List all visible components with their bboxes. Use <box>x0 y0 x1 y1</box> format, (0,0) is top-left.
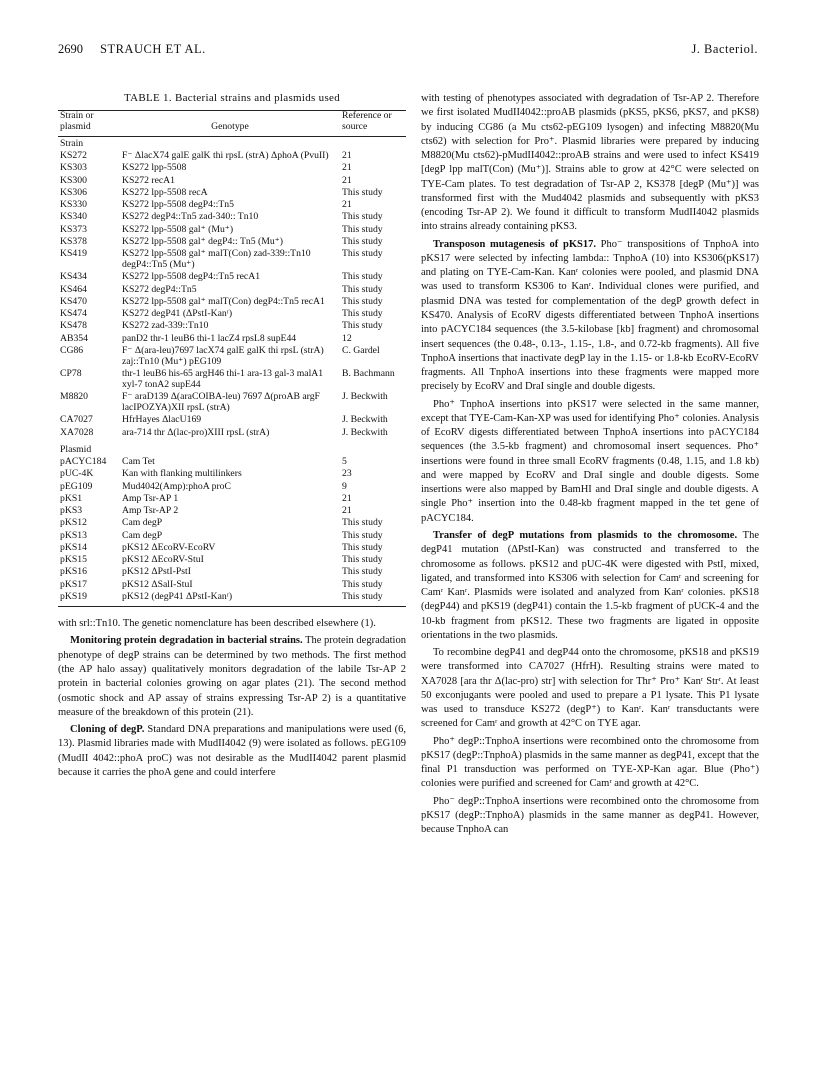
strain-name-cell: pKS19 <box>60 590 87 602</box>
strain-name-cell: pKS17 <box>60 578 87 590</box>
genotype-cell: KS272 lpp-5508 gal⁺ malT(Con) zad-339::Tn10 degP4::Tn5 (Mu⁺) <box>122 248 311 271</box>
genotype-cell: HfrHayes ΔlacU169 <box>122 414 202 426</box>
page-number: 2690 <box>58 42 83 56</box>
reference-cell: This study <box>342 295 383 307</box>
table-row <box>58 272 406 284</box>
genotype-cell: KS272 zad-339::Tn10 <box>122 320 209 332</box>
genotype-cell: KS272 degP4::Tn5 <box>122 283 197 295</box>
table-row <box>58 494 406 506</box>
table-body <box>58 136 406 604</box>
reference-cell: 23 <box>342 468 352 480</box>
genotype-cell: Amp Tsr-AP 1 <box>122 492 179 504</box>
table-row <box>58 415 406 427</box>
strain-name-cell: pKS15 <box>60 554 87 566</box>
genotype-cell: ara-714 thr Δ(lac-pro)XIII rpsL (strA) <box>122 426 270 438</box>
strain-name-cell: pKS13 <box>60 529 87 541</box>
table-row <box>58 369 406 392</box>
table-row <box>58 428 406 440</box>
reference-cell: 21 <box>342 505 352 517</box>
table-row <box>58 518 406 530</box>
genotype-cell: KS272 lpp-5508 <box>122 162 187 174</box>
genotype-cell: Cam degP <box>122 517 163 529</box>
genotype-cell: KS272 lpp-5508 gal⁺ malT(Con) degP4::Tn5 recA1 <box>122 295 325 307</box>
strain-name-cell: KS272 <box>60 150 87 162</box>
strain-name-cell: KS474 <box>60 308 87 320</box>
strain-name-cell: XA7028 <box>60 426 94 438</box>
genotype-cell: KS272 lpp-5508 gal⁺ (Mu⁺) <box>122 223 234 235</box>
strain-name-cell: KS300 <box>60 174 87 186</box>
genotype-cell: F⁻ araD139 Δ(araCOIBA-leu) 7697 Δ(proAB argF lacIPOZYA)XII rpsL (strA) <box>122 391 320 414</box>
reference-cell: This study <box>342 517 383 529</box>
strain-name-cell: pACYC184 <box>60 456 107 468</box>
strain-name-cell: CG86 <box>60 344 84 356</box>
genotype-cell: KS272 degP4::Tn5 zad-340:: Tn10 <box>122 211 259 223</box>
paragraph-continued: with testing of phenotypes associated with degradation of Tsr-AP 2. Therefore we first isolated MudII4042::proAB plasmids (pKS5, pKS6, pKS7, and pKS8) by inducing CG86 (a Mu cts62-pEG109 lysogen) and infecting M8820(Mu cts62) with selection for Pro⁺. Plasmid libraries were prepared by inducing M8820(Mu cts62)-pMudII4042::proAB strains and were used to infect KS419 [degP lpp malT(Con) (Mu⁺)]. Strains able to grow at 42°C were selected on TYE-Cam plates. To test degradation of Tsr-AP 2, KS378 [degP (Mu⁺)] was transformed first with the Mud4042 plasmids and subsequently with pKS3 (encoding Tsr-AP 2). We found it difficult to transform MudII4042 plasmids into strains already containing pKS3. <box>421 93 759 233</box>
reference-cell: J. Beckwith <box>342 426 388 438</box>
genotype-cell: KS272 degP41 (ΔPstI-Kanʳ) <box>122 308 233 320</box>
genotype-cell: F⁻ ΔlacX74 galE galK thi rpsL (strA) ΔphoA (PvuII) <box>122 150 329 162</box>
strain-name-cell: pUC-4K <box>60 468 94 480</box>
strain-name-cell: pKS14 <box>60 541 87 553</box>
reference-cell: This study <box>342 320 383 332</box>
paragraph-recombine: To recombine degP41 and degP44 onto the chromosome, pKS18 and pKS19 were transformed into CA7027 (HfrH). Resulting strains were mated to XA7028 [ara thr Δ(lac-pro) str] with selection for Thr⁺ Pro⁺ Kanʳ Strʳ. At least 50 exconjugants were pooled and used to prepare a P1 lysate. This P1 lysate was used to transduce KS272 (degP⁺) to Kanʳ. Kanʳ transductants were screened for Camʳ and growth at 42°C on TYE agar. <box>421 647 759 730</box>
reference-cell: This study <box>342 211 383 223</box>
strain-name-cell: KS434 <box>60 271 87 283</box>
genotype-cell: KS272 lpp-5508 degP4::Tn5 recA1 <box>122 271 261 283</box>
reference-cell: This study <box>342 529 383 541</box>
page-header <box>58 42 758 58</box>
genotype-cell: pKS12 (degP41 ΔPstI-Kanʳ) <box>122 590 233 602</box>
strain-name-cell: KS464 <box>60 283 87 295</box>
reference-cell: 21 <box>342 492 352 504</box>
genotype-cell: Kan with flanking multilinkers <box>122 468 242 480</box>
reference-cell: 21 <box>342 174 352 186</box>
continued-paragraph: with srl::Tn10. The genetic nomenclature has been described elsewhere (1). <box>58 618 376 630</box>
genotype-cell: Mud4042(Amp):phoA proC <box>122 480 231 492</box>
section-heading: Cloning of degP. <box>70 724 145 736</box>
reference-cell: This study <box>342 186 383 198</box>
reference-cell: 21 <box>342 199 352 211</box>
table-row <box>58 392 406 415</box>
paragraph-monitoring: Monitoring protein degradation in bacterial strains. The protein degradation phenotype of degP strains can be determined by two methods. The first method (the AP halo assay) qualitatively monitors degradation of the labile Tsr-AP 2 protein in bacterial colonies growing on agar plates (21). The second method (osmotic shock and AP assay of strains expressing Tsr-AP 2) is a quantitative measure of the breakdown of this protein (21). <box>58 635 406 718</box>
section-heading: Monitoring protein degradation in bacterial strains. <box>70 635 303 647</box>
reference-cell: This study <box>342 554 383 566</box>
reference-cell: This study <box>342 541 383 553</box>
strain-name-cell: pEG109 <box>60 480 93 492</box>
reference-cell: J. Beckwith <box>342 414 388 426</box>
genotype-cell: KS272 lpp-5508 recA <box>122 186 208 198</box>
strain-name-cell: KS373 <box>60 223 87 235</box>
table-row <box>58 482 406 494</box>
reference-cell: B. Bachmann <box>342 368 395 380</box>
section-heading: Transfer of degP mutations from plasmids to the chromosome. <box>433 529 738 541</box>
strain-name-cell: KS478 <box>60 320 87 332</box>
genotype-cell: Cam Tet <box>122 456 155 468</box>
strain-name-cell: pKS16 <box>60 566 87 578</box>
genotype-cell: KS272 recA1 <box>122 174 176 186</box>
strain-name-cell: KS330 <box>60 199 87 211</box>
strain-section-label <box>58 136 406 151</box>
genotype-cell: pKS12 ΔEcoRV-StuI <box>122 554 204 566</box>
reference-cell: J. Beckwith <box>342 391 388 403</box>
reference-cell: This study <box>342 248 383 260</box>
reference-cell: This study <box>342 578 383 590</box>
strain-name-cell: pKS3 <box>60 505 83 517</box>
reference-cell: 9 <box>342 480 347 492</box>
table-row <box>58 151 406 163</box>
section-label: Strain <box>60 137 84 149</box>
reference-cell: 21 <box>342 150 352 162</box>
strain-name-cell: pKS1 <box>60 492 83 504</box>
strain-name-cell: CA7027 <box>60 414 93 426</box>
reference-cell: This study <box>342 308 383 320</box>
genotype-cell: Cam degP <box>122 529 163 541</box>
journal-name: J. Bacteriol. <box>691 42 758 56</box>
genotype-cell: Amp Tsr-AP 2 <box>122 505 179 517</box>
reference-cell: 5 <box>342 456 347 468</box>
reference-cell: This study <box>342 271 383 283</box>
reference-cell: This study <box>342 590 383 602</box>
table-row <box>58 592 406 604</box>
reference-cell: C. Gardel <box>342 344 380 356</box>
table-row <box>58 249 406 272</box>
strain-name-cell: pKS12 <box>60 517 87 529</box>
section-label: Plasmid <box>60 443 92 455</box>
strain-name-cell: CP78 <box>60 368 82 380</box>
strain-name-cell: KS470 <box>60 295 87 307</box>
strain-name-cell: KS378 <box>60 235 87 247</box>
left-column <box>58 92 406 780</box>
col-header-genotype: Genotype <box>120 111 340 137</box>
genotype-cell: pKS12 ΔPstI-PstI <box>122 566 191 578</box>
table-row <box>58 321 406 333</box>
reference-cell: This study <box>342 283 383 295</box>
paragraph-pho-plus: Pho⁺ TnphoA insertions into pKS17 were selected in the same manner, except that TYE-Cam-Kan-XP was used for identifying Pho⁺ colonies. Analysis of EcoRV digests differentiated between TnphoA insertions into pACYC184 sequences (the 3.5-kb fragment) and chromosomal insert sequences. Pho⁺ insertions were found in three small EcoRV fragments (0.48, 1.15, and 1.8 kb) and were mapped by EcoRV and DraI single and double digests. Some insertions were also mapped by BamHI and DraI single and double digests. A single Pho⁺ insertion into the 0.48-kb fragment mapped in the tet gene of pACYC184. <box>421 398 759 524</box>
strain-name-cell: KS419 <box>60 248 87 260</box>
genotype-cell: KS272 lpp-5508 gal⁺ degP4:: Tn5 (Mu⁺) <box>122 235 284 247</box>
table-row <box>58 212 406 224</box>
table-bottom-rule <box>58 606 406 607</box>
reference-cell: This study <box>342 566 383 578</box>
running-authors: STRAUCH ET AL. <box>100 42 206 56</box>
reference-cell: This study <box>342 235 383 247</box>
left-text <box>58 617 406 780</box>
section-heading: Transposon mutagenesis of pKS17. <box>433 238 596 250</box>
plasmid-section-label <box>58 440 406 457</box>
paragraph-transposon: Transposon mutagenesis of pKS17. Pho⁻ transpositions of TnphoA into pKS17 were selected by infecting lambda:: TnphoA (10) into KS306(pKS17) and plating on TYE-Cam-Kan. Kanʳ colonies were pooled, and plasmid DNA was used to transform KS306 to Kanʳ. Individual clones were purified, and plasmid DNA was tested for complementation of the degP growth defect in KS470. Analysis of EcoRV digests differentiated between TnphoA insertions into pACYC184 sequences (the 3.5-kilobase [kb] fragment) and chromosomal insert sequences (the 0.48-, 0.13-, 1.15-, 1.8-, and 0.72-kb fragments). All five TnphoA insertions that inactivate degP lay in the 1.15- or 1.8-kb EcoRV-EcoRV fragments. All TnphoA insertions into these fragments were mapped more precisely by EcoRV and DraI single and double digests. <box>421 238 759 393</box>
table-row <box>58 346 406 369</box>
genotype-cell: pKS12 ΔEcoRV-EcoRV <box>122 541 216 553</box>
paragraph-transfer: Transfer of degP mutations from plasmids to the chromosome. The degP41 mutation (ΔPstI-Kan) was constructed and transferred to the chromosome as follows. pKS12 and pUC-4K were digested with PstI, mixed, ligated, and transformed into KS306 with selection for Camʳ and screening for Camʳ Kanʳ. Plasmids were isolated and analyzed from Kanʳ colonies. pKS18 (degP44) and pKS19 (degP41) contain the 1.5-kb fragment of pUCK-4 and the 10-kb fragment from pKS12. These two fragments are ligated in opposite orientations in the two plasmids. <box>421 529 759 641</box>
genotype-cell: KS272 lpp-5508 degP4::Tn5 <box>122 199 234 211</box>
strain-name-cell: M8820 <box>60 391 88 403</box>
strain-name-cell: KS303 <box>60 162 87 174</box>
table-row <box>58 469 406 481</box>
paragraph-pho-plus-insertions: Pho⁺ degP::TnphoA insertions were recombined onto the chromosome from pKS17 (degP::TnphoA) plasmids in the same manner as degP41, except that the final P1 transduction was performed on TYE-XP-Kan agar. Blue (Pho⁺) colonies were purified and screened for Camʳ and growth at 42°C. <box>421 735 759 790</box>
reference-cell: 21 <box>342 162 352 174</box>
reference-cell: This study <box>342 223 383 235</box>
col-header-reference: Reference or source <box>340 111 406 137</box>
paragraph-pho-minus-insertions: Pho⁻ degP::TnphoA insertions were recombined onto the chromosome from pKS17 (degP::TnphoA) plasmids in the same manner as degP41. However, because TnphoA can <box>421 795 759 836</box>
genotype-cell: pKS12 ΔSalI-StuI <box>122 578 193 590</box>
strains-table <box>58 110 406 604</box>
right-column <box>421 92 759 838</box>
strain-name-cell: KS306 <box>60 186 87 198</box>
strain-name-cell: AB354 <box>60 332 88 344</box>
table-row <box>58 567 406 579</box>
paragraph-cloning: Cloning of degP. Standard DNA preparations and manipulations were used (6, 13). Plasmid libraries made with MudII4042 (9) were isolated as follows. pEG109 (MudII 4042::phoA proC) was not desirable as the MudII4042 parent plasmid because it carries the phoA gene and could interfere <box>58 724 407 778</box>
col-header-strain: Strain or plasmid <box>58 111 120 137</box>
table-caption: TABLE 1. Bacterial strains and plasmids used <box>123 92 341 104</box>
table-row <box>58 163 406 175</box>
genotype-cell: panD2 thr-1 leuB6 thi-1 lacZ4 rpsL8 supE44 <box>122 332 297 344</box>
reference-cell: 12 <box>342 332 352 344</box>
genotype-cell: F⁻ Δ(ara-leu)7697 lacX74 galE galK thi rpsL (strA) zaj::Tn10 (Mu⁺) pEG109 <box>122 344 324 367</box>
strain-name-cell: KS340 <box>60 211 87 223</box>
genotype-cell: thr-1 leuB6 his-65 argH46 thi-1 ara-13 gal-3 malA1 xyl-7 tonA2 supE44 <box>122 368 324 391</box>
